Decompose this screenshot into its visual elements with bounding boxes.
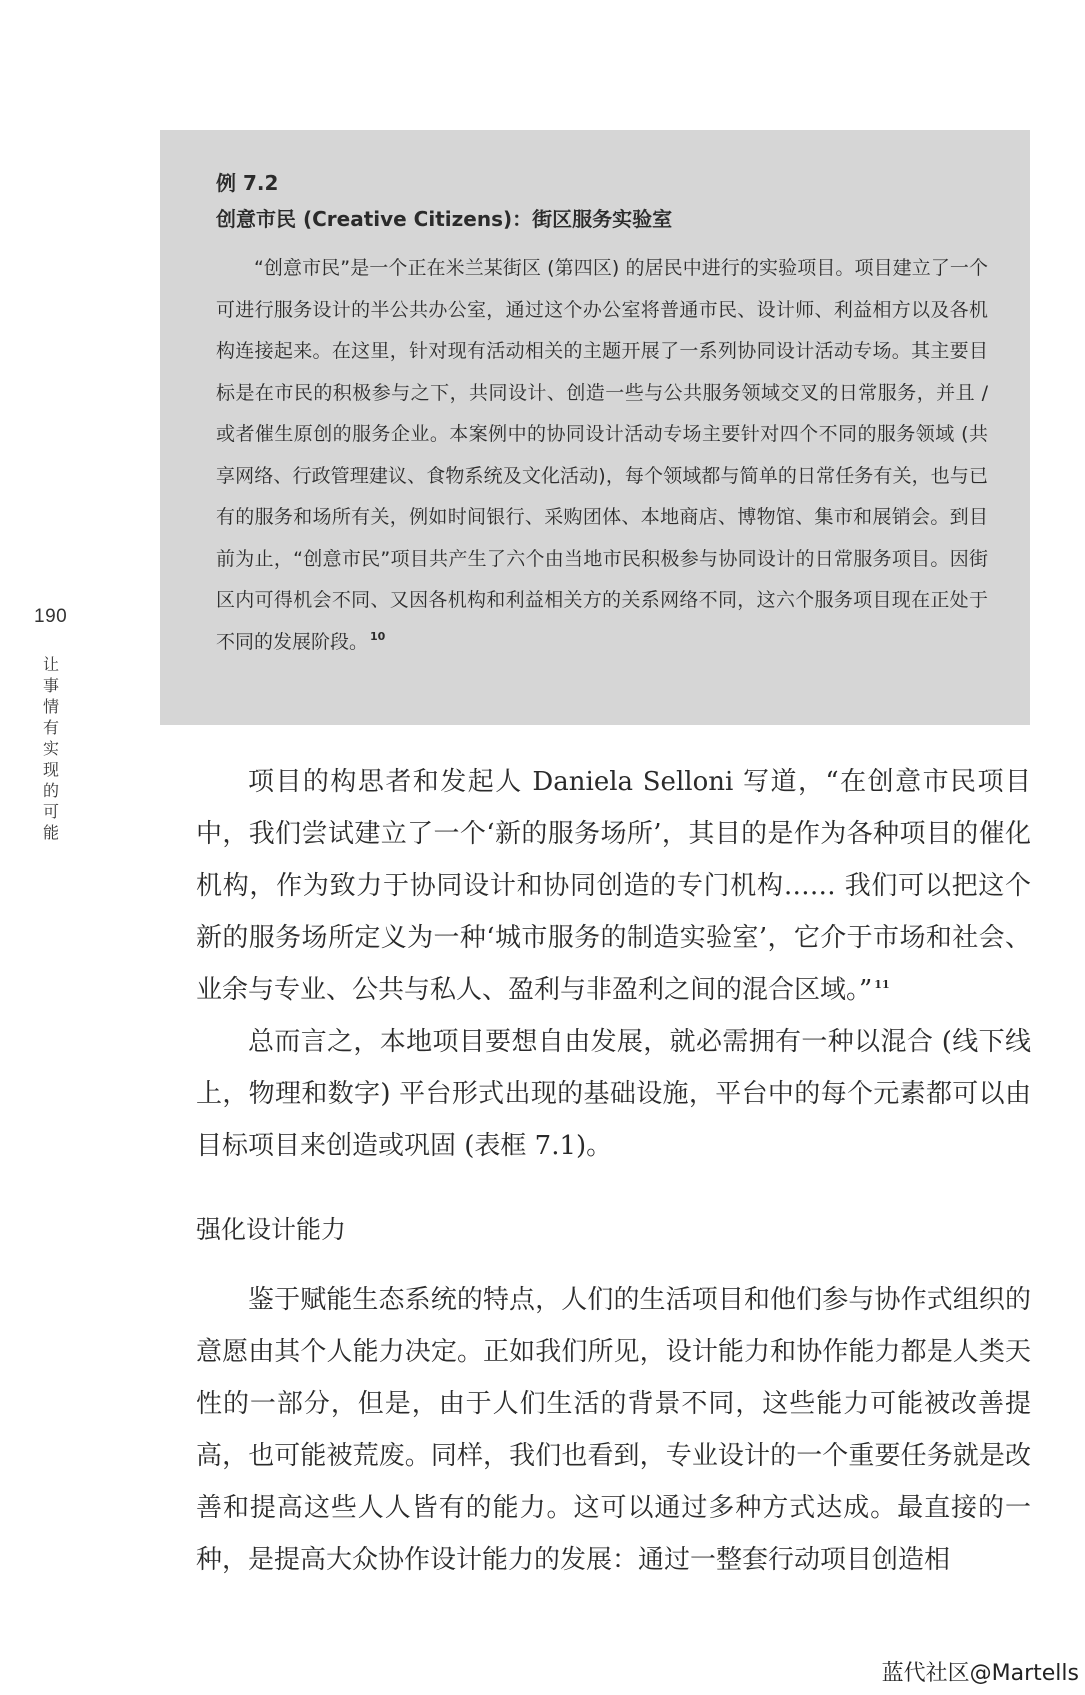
footnote-ref-11[interactable]: 11 <box>874 978 890 992</box>
section-heading: 强化设计能力 <box>196 1215 347 1244</box>
example-box <box>160 130 1030 725</box>
body-paragraph-3: 鉴于赋能生态系统的特点，人们的生活项目和他们参与协作式组织的意愿由其个人能力决定。正如我们所见，设计能力和协作能力都是人类天性的一部分，但是，由于人们生活的背景不同，这些能力可能被改善提高，也可能被荒废。同样，我们也看到，专业设计的一个重要任务就是改善和提高这些人人皆有的能力。这可以通过多种方式达成。最直接的一种，是提高大众协作设计能力的发展：通过一整套行动项目创造相 <box>196 1285 1031 1575</box>
footnote-ref-10[interactable]: 10 <box>370 630 386 644</box>
body-paragraph-1-text: 项目的构思者和发起人 Daniela Selloni 写道，“在创意市民项目中，我们尝试建立了一个‘新的服务场所’，其目的是作为各种项目的催化机构，作为致力于协同设计和协同创造的专门机构…… 我们可以把这个新的服务场所定义为一种‘城市服务的制造实验室’，它介于市场和社会、业余与专业、公共与私人、盈利与非盈利之间的混合区域。” <box>196 767 1031 1005</box>
example-title: 创意市民 (Creative Citizens)：街区服务实验室 <box>216 207 673 231</box>
body-paragraph-2: 总而言之，本地项目要想自由发展，就必需拥有一种以混合 (线下线上，物理和数字) 平台形式出现的基础设施，平台中的每个元素都可以由目标项目来创造或巩固 (表框 7.1)。 <box>196 1027 1031 1161</box>
page-number: 190 <box>34 606 68 627</box>
running-title: 让事情有实现的可能 <box>43 655 60 842</box>
example-body <box>216 248 988 663</box>
watermark: 蓝代社区@Martells <box>881 1661 1079 1686</box>
body-paragraph-1 <box>196 756 1031 1016</box>
example-body-text: “创意市民”是一个正在米兰某街区 (第四区) 的居民中进行的实验项目。项目建立了一个可进行服务设计的半公共办公室，通过这个办公室将普通市民、设计师、利益相方以及各机构连接起来。在这里，针对现有活动相关的主题开展了一系列协同设计活动专场。其主要目标是在市民的积极参与之下，共同设计、创造一些与公共服务领域交叉的日常服务，并且 / 或者催生原创的服务企业。本案例中的协同设计活动专场主要针对四个不同的服务领域 (共享网络、行政管理建议、食物系统及文化活动)，每个领域都与简单的日常任务有关，也与已有的服务和场所有关，例如时间银行、采购团体、本地商店、博物馆、集市和展销会。到目前为止，“创意市民”项目共产生了六个由当地市民积极参与协同设计的日常服务项目。因街区内可得机会不同、又因各机构和利益相关方的关系网络不同，这六个服务项目现在正处于不同的发展阶段。 <box>216 257 988 653</box>
example-label: 例 7.2 <box>216 171 279 195</box>
